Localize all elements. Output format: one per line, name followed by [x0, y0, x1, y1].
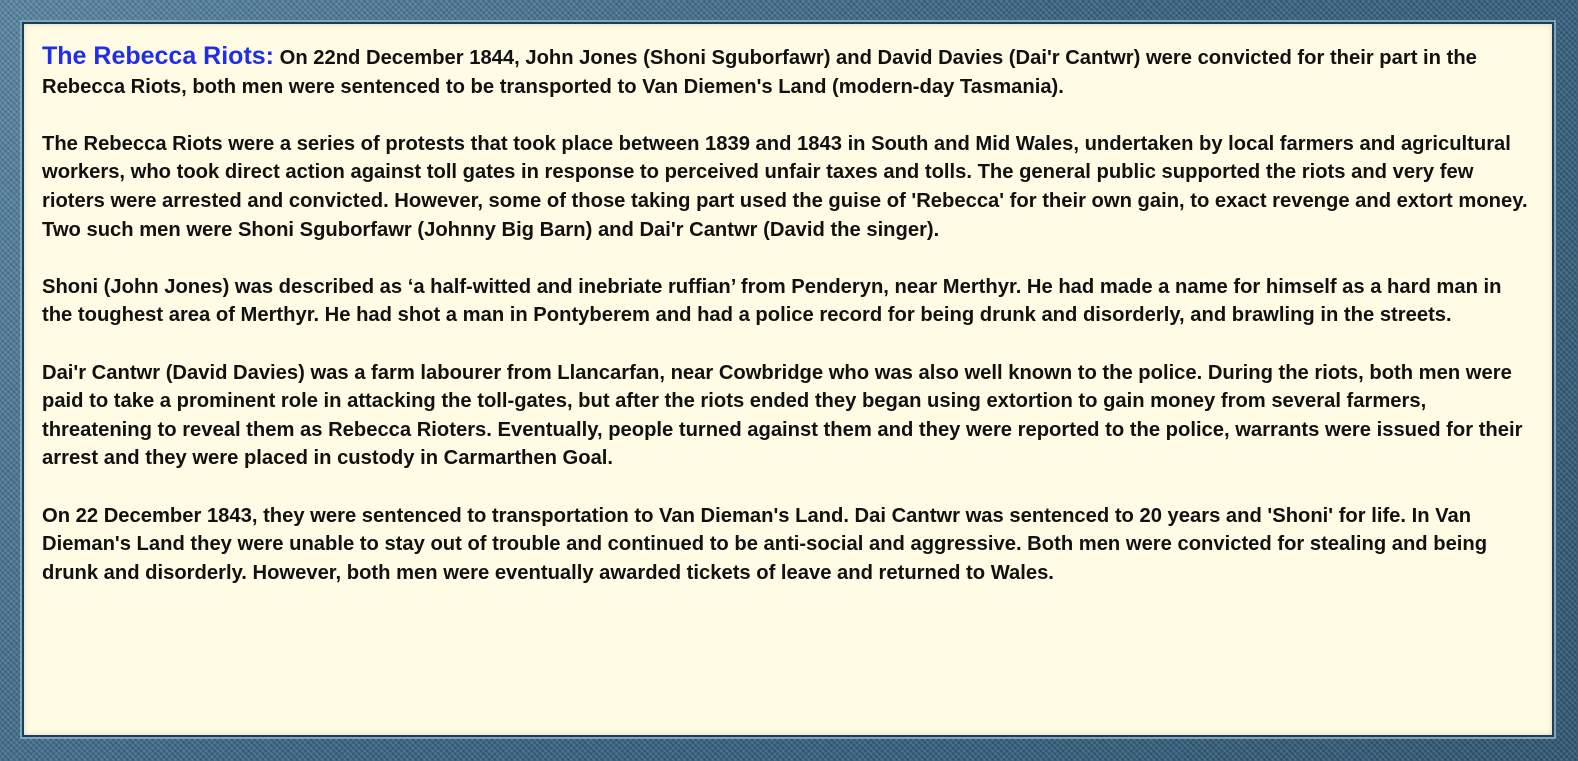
document-heading: The Rebecca Riots:	[42, 42, 275, 70]
intro-text: On 22nd December 1844, John Jones (Shoni Sguborfawr) and David Davies (Dai'r Cantwr) were convicted for their part in the Rebecca Riots, both men were sentenced to be transported to Van Diemen's Land (modern-day Tasmania).	[42, 47, 1477, 98]
intro-paragraph	[42, 42, 1534, 101]
text-panel	[22, 22, 1554, 737]
paragraph-dai: Dai'r Cantwr (David Davies) was a farm labourer from Llancarfan, near Cowbridge who was also well known to the police. During the riots, both men were paid to take a prominent role in attacking the toll-gates, but after the riots ended they began using extortion to gain money from several farmers, threatening to reveal them as Rebecca Rioters. Eventually, people turned against them and they were reported to the police, warrants were issued for their arrest and they were placed in custody in Carmarthen Goal.	[42, 361, 1523, 470]
paragraph-sentence: On 22 December 1843, they were sentenced to transportation to Van Dieman's Land. Dai Cantwr was sentenced to 20 years and 'Shoni' for life. In Van Dieman's Land they were unable to stay out of trouble and continued to be anti-social and aggressive. Both men were convicted for stealing and being drunk and disorderly. However, both men were eventually awarded tickets of leave and returned to Wales.	[42, 504, 1488, 584]
paragraph-background: The Rebecca Riots were a series of protests that took place between 1839 and 1843 in South and Mid Wales, undertaken by local farmers and agricultural workers, who took direct action against toll gates in response to perceived unfair taxes and tolls. The general public supported the riots and very few rioters were arrested and convicted. However, some of those taking part used the guise of 'Rebecca' for their own gain, to exact revenge and extort money. Two such men were Shoni Sguborfawr (Johnny Big Barn) and Dai'r Cantwr (David the singer).	[42, 132, 1528, 241]
paragraph-shoni: Shoni (John Jones) was described as ‘a half-witted and inebriate ruffian’ from Penderyn, near Merthyr. He had made a name for himself as a hard man in the toughest area of Merthyr. He had shot a man in Pontyberem and had a police record for being drunk and disorderly, and brawling in the streets.	[42, 275, 1502, 327]
